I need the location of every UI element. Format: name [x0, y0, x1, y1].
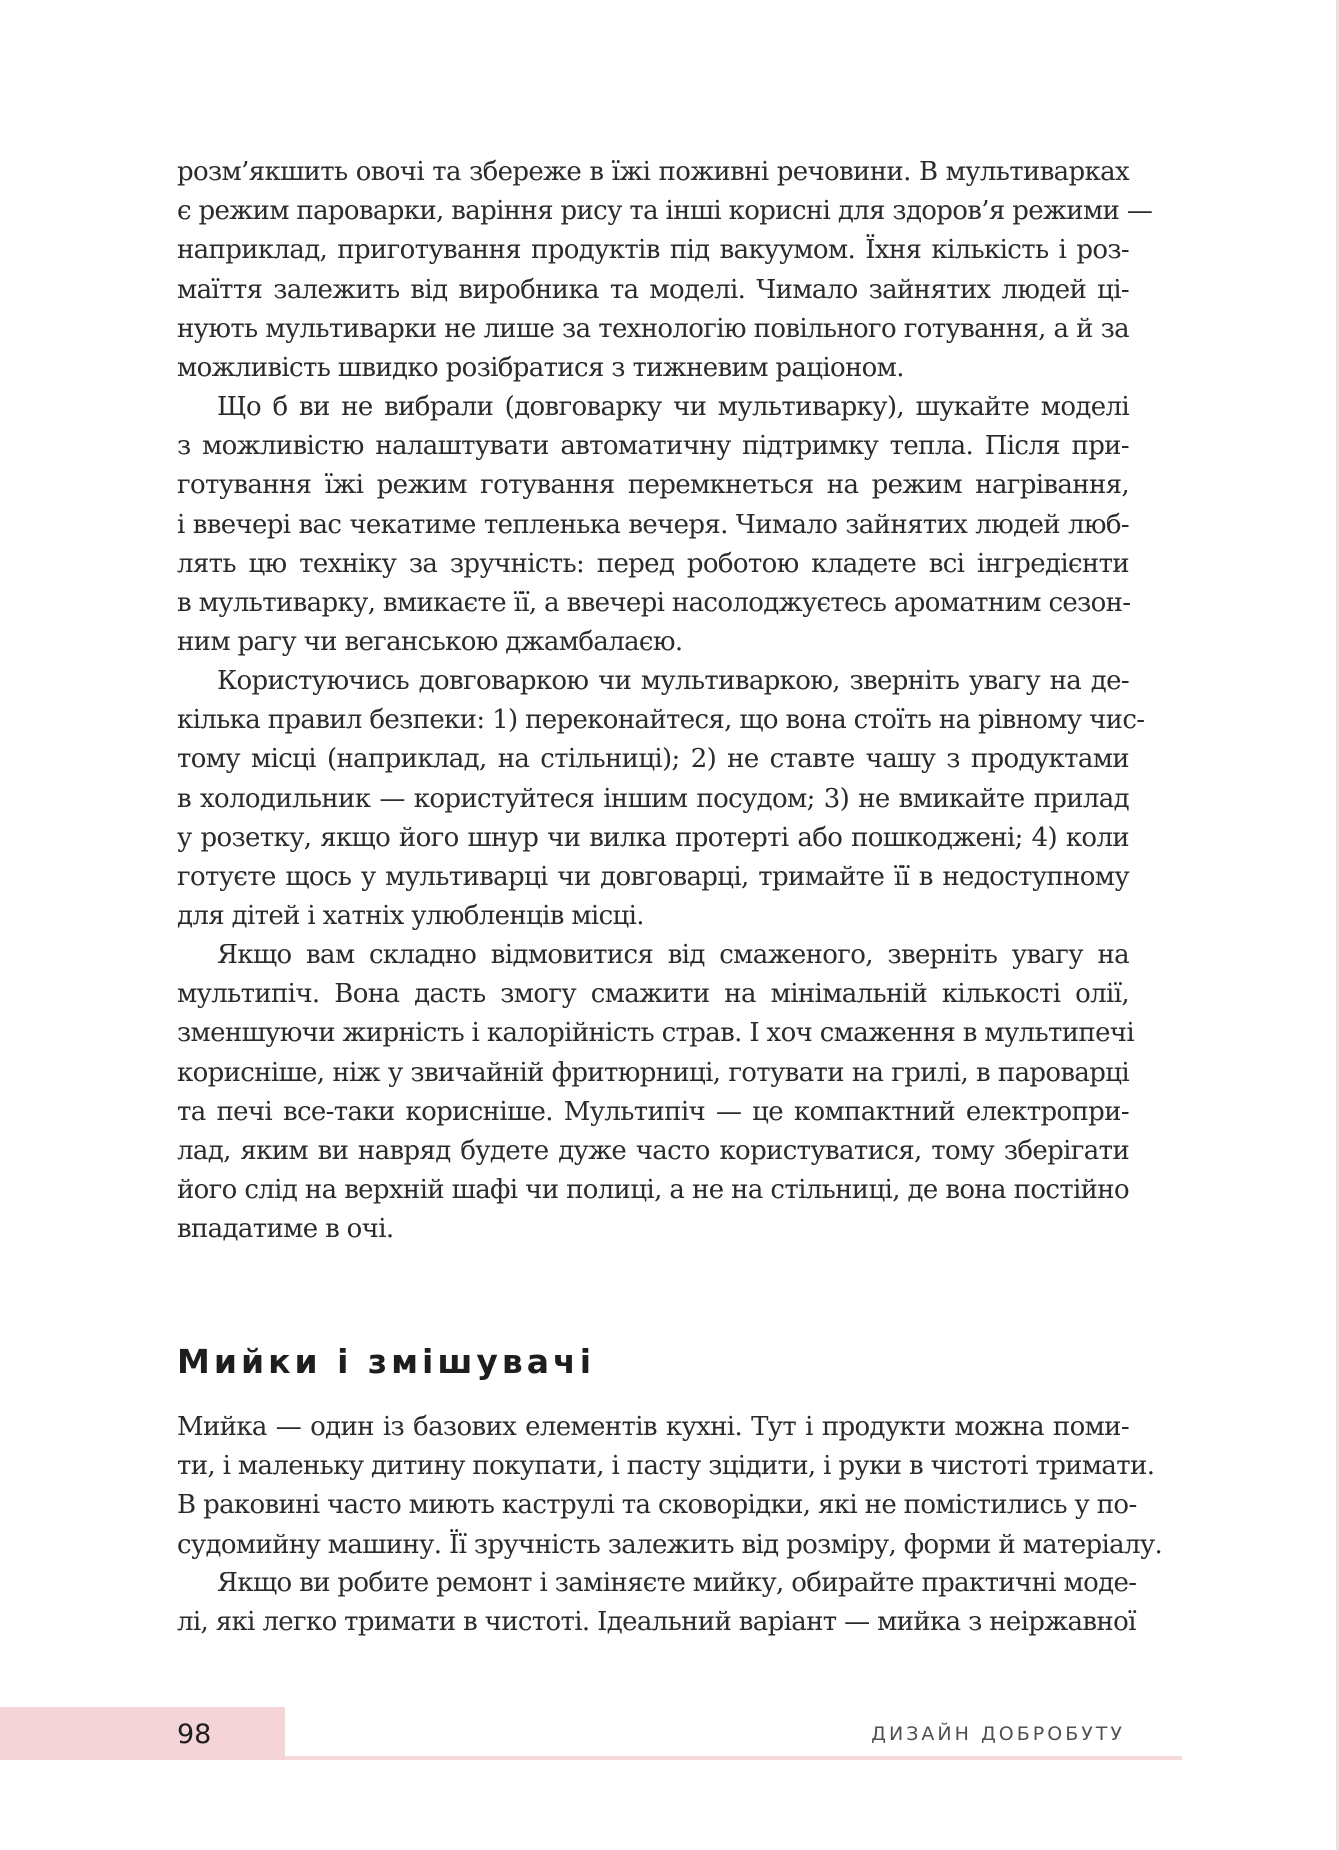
text-line: кілька правил безпеки: 1) переконайтеся, що вона стоїть на рівному чис-	[177, 705, 1145, 736]
text-line: з можливістю налаштувати автоматичну підтримку тепла. Після при-	[177, 431, 1129, 462]
text-line: в холодильник — користуйтеся іншим посудом; 3) не вмикайте прилад	[177, 783, 1129, 814]
text-line: Що б ви не вибрали (довговарку чи мультиварку), шукайте моделі	[217, 392, 1129, 422]
text-line: нують мультиварки не лише за технологію повільного готування, а й за	[177, 313, 1129, 344]
page-number: 98	[177, 1719, 212, 1750]
text-line: Користуючись довговаркою чи мультиваркою, зверніть увагу на де-	[217, 666, 1129, 696]
text-line: для дітей і хатніх улюбленців місці.	[177, 901, 644, 932]
text-line: його слід на верхній шафі чи полиці, а не на стільниці, де вона постійно	[177, 1175, 1129, 1206]
text-line: розм’якшить овочі та збереже в їжі поживні речовини. В мультиварках	[177, 157, 1129, 187]
text-line: зменшуючи жирність і калорійність страв. І хоч смаження в мультипечі	[177, 1018, 1135, 1049]
running-title: ДИЗАЙН ДОБРОБУТУ	[871, 1723, 1125, 1745]
section-heading: Мийки і змішувачі	[177, 1342, 596, 1381]
text-line: В раковині часто миють каструлі та сковорідки, які не помістились у по-	[177, 1490, 1137, 1521]
text-line: є режим пароварки, варіння рису та інші корисні для здоров’я режими —	[177, 196, 1153, 227]
text-line: готування їжі режим готування перемкнеться на режим нагрівання,	[177, 470, 1129, 501]
text-line: мультипіч. Вона дасть змогу смажити на мінімальній кількості олії,	[177, 979, 1129, 1010]
text-line: наприклад, приготування продуктів під вакуумом. Їхня кількість і роз-	[177, 235, 1129, 266]
footer-rule	[285, 1756, 1182, 1760]
body-paragraph-4	[177, 936, 1135, 1250]
text-line: ти, і маленьку дитину покупати, і пасту зцідити, і руки в чистоті тримати.	[177, 1451, 1155, 1482]
section-paragraph-1	[177, 1408, 1163, 1565]
text-line: маїття залежить від виробника та моделі. Чимало зайнятих людей ці-	[177, 274, 1129, 305]
text-line: лад, яким ви навряд будете дуже часто користуватися, тому зберігати	[177, 1135, 1129, 1166]
text-line: лять цю техніку за зручність: перед роботою кладете всі інгредієнти	[177, 548, 1129, 579]
text-line: корисніше, ніж у звичайній фритюрниці, готувати на грилі, в пароварці	[177, 1057, 1129, 1088]
footer-accent-band	[0, 1707, 285, 1760]
text-line: ним рагу чи веганською джамбалаєю.	[177, 627, 683, 658]
text-line: Якщо ви робите ремонт і заміняєте мийку, обирайте практичні моде-	[217, 1568, 1137, 1598]
text-line: Якщо вам складно відмовитися від смаженого, зверніть увагу на	[217, 940, 1129, 970]
text-line: у розетку, якщо його шнур чи вилка протерті або пошкоджені; 4) коли	[177, 822, 1129, 853]
text-line: і ввечері вас чекатиме тепленька вечеря. Чимало зайнятих людей люб-	[177, 509, 1129, 540]
text-line: в мультиварку, вмикаєте її, а ввечері насолоджуєтесь ароматним сезон-	[177, 587, 1131, 618]
text-line: Мийка — один із базових елементів кухні. Тут і продукти можна поми-	[177, 1412, 1129, 1442]
text-line: готуєте щось у мультиварці чи довговарці, тримайте її в недоступному	[177, 861, 1129, 892]
body-paragraph-3	[177, 662, 1145, 936]
text-line: можливість швидко розібратися з тижневим раціоном.	[177, 352, 904, 383]
body-paragraph-1	[177, 153, 1153, 388]
text-line: тому місці (наприклад, на стільниці); 2) не ставте чашу з продуктами	[177, 744, 1129, 775]
section-paragraph-2	[177, 1564, 1137, 1642]
text-line: судомийну машину. Її зручність залежить від розміру, форми й матеріалу.	[177, 1529, 1163, 1560]
text-line: та печі все-таки корисніше. Мультипіч — це компактний електропри-	[177, 1096, 1129, 1127]
text-line: лі, які легко тримати в чистоті. Ідеальний варіант — мийка з неіржавної	[177, 1607, 1136, 1638]
body-paragraph-2	[177, 388, 1129, 662]
text-line: впадатиме в очі.	[177, 1214, 394, 1245]
